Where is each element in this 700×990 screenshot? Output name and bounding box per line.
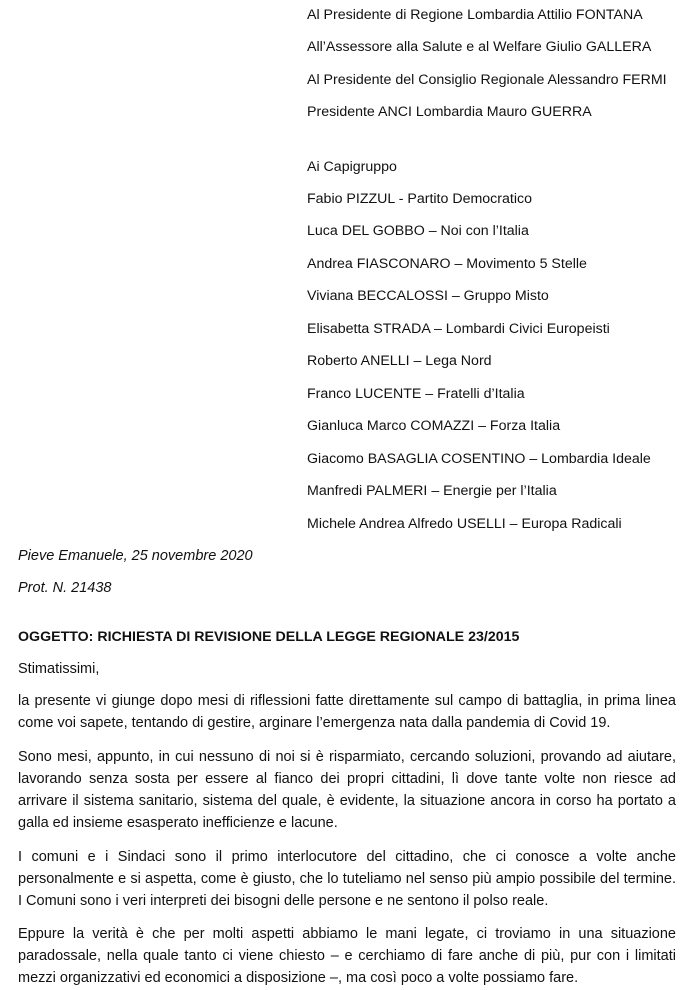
group-leader-line: Luca DEL GOBBO – Noi con l’Italia — [307, 223, 529, 239]
body-paragraph: Eppure la verità è che per molti aspetti abbiamo le mani legate, ci troviamo in una situazione paradossale, nella quale tanto ci viene chiesto – e cerchiamo di fare anche di più, pur con i limitati mezzi organizzativi ed economici a disposizione –, ma così poco a volte possiamo fare. — [18, 926, 676, 986]
group-leader-line: Franco LUCENTE – Fratelli d’Italia — [307, 386, 525, 402]
recipient-line: Al Presidente di Regione Lombardia Attilio FONTANA — [307, 7, 643, 23]
place-date: Pieve Emanuele, 25 novembre 2020 — [18, 548, 253, 564]
group-leader-line: Manfredi PALMERI – Energie per l’Italia — [307, 483, 557, 499]
group-leader-line: Andrea FIASCONARO – Movimento 5 Stelle — [307, 256, 587, 272]
recipient-line: All’Assessore alla Salute e al Welfare Giulio GALLERA — [307, 39, 652, 55]
protocol-number: Prot. N. 21438 — [18, 580, 112, 596]
subject-line: OGGETTO: RICHIESTA DI REVISIONE DELLA LEGGE REGIONALE 23/2015 — [18, 629, 520, 645]
group-leader-line: Viviana BECCALOSSI – Gruppo Misto — [307, 288, 549, 304]
group-leader-line: Elisabetta STRADA – Lombardi Civici Europeisti — [307, 321, 610, 337]
recipient-line: Presidente ANCI Lombardia Mauro GUERRA — [307, 104, 592, 120]
body-paragraph: Sono mesi, appunto, in cui nessuno di noi si è risparmiato, cercando soluzioni, provando ad aiutare, lavorando senza sosta per essere al fianco dei propri cittadini, lì dove tante volte non riesce ad arrivare il sistema sanitario, sistema del quale, è evidente, la situazione ancora in corso ha portato a galla ed insieme esasperato inefficienze e lacune. — [18, 749, 676, 831]
group-heading: Ai Capigruppo — [307, 159, 397, 175]
group-leader-line: Fabio PIZZUL - Partito Democratico — [307, 191, 532, 207]
body-paragraph: I comuni e i Sindaci sono il primo interlocutore del cittadino, che ci conosce a volte anche personalmente e si aspetta, come è giusto, che lo tuteliamo nel senso più ampio possibile del termine. I Comuni sono i veri interpreti dei bisogni delle persone e ne sentono il polso reale. — [18, 849, 676, 909]
salutation: Stimatissimi, — [18, 661, 100, 677]
group-leader-line: Giacomo BASAGLIA COSENTINO – Lombardia Ideale — [307, 451, 651, 467]
body-paragraph: la presente vi giunge dopo mesi di riflessioni fatte direttamente sul campo di battaglia, in prima linea come voi sapete, tentando di gestire, arginare l’emergenza nata dalla pandemia di Covid 19. — [18, 693, 676, 731]
group-leader-line: Gianluca Marco COMAZZI – Forza Italia — [307, 418, 561, 434]
group-leader-line: Michele Andrea Alfredo USELLI – Europa Radicali — [307, 516, 622, 532]
group-leader-line: Roberto ANELLI – Lega Nord — [307, 353, 492, 369]
recipient-line: Al Presidente del Consiglio Regionale Alessandro FERMI — [307, 72, 667, 88]
